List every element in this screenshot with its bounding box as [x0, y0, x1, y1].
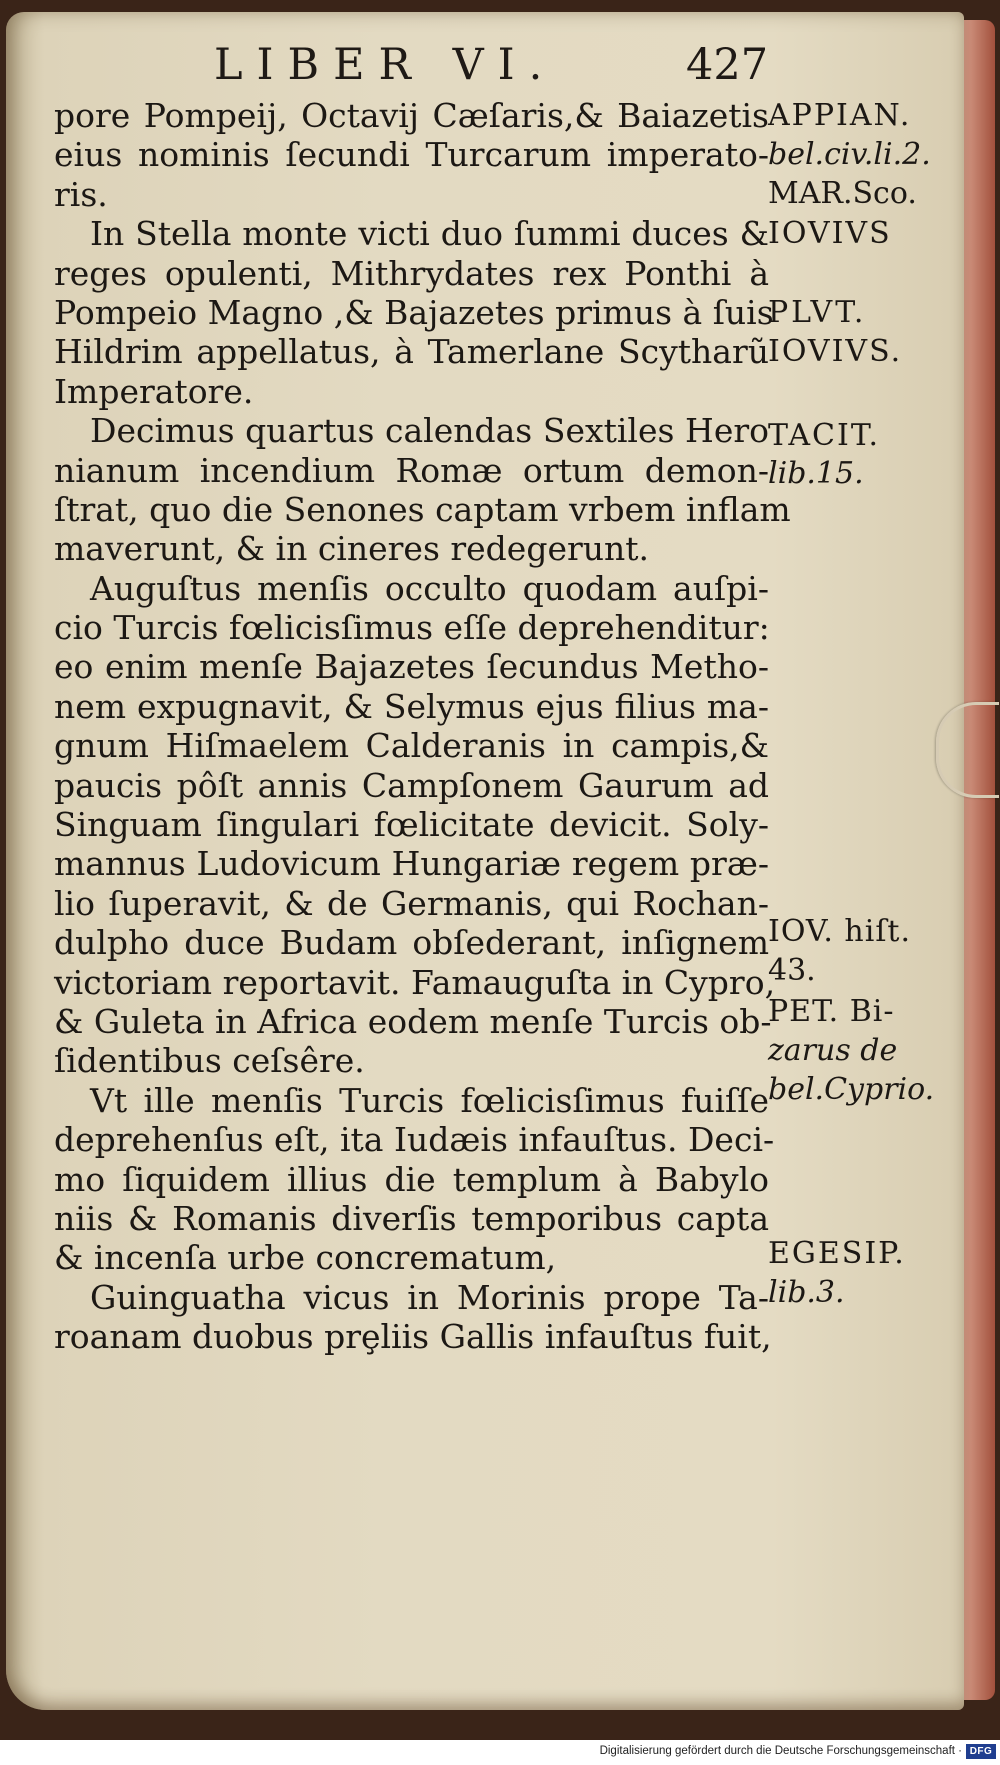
- text-line: & incenſa urbe concrematum,: [54, 1238, 557, 1278]
- paragraph-first-line: Auguſtus menſis occulto quodam auſpi-: [90, 568, 769, 608]
- marginal-note: APPIAN.: [768, 98, 912, 133]
- running-head: [214, 40, 769, 100]
- marginal-note: EGESIP.: [768, 1236, 906, 1271]
- text-line: Pompeio Magno ,& Bajazetes primus à ſuis: [54, 292, 774, 332]
- text-line: deprehenſus eſt, ita Iudæis infauſtus. Deci-: [54, 1120, 775, 1160]
- footer-bar: [0, 1740, 1000, 1765]
- text-line: eius nominis ſecundi Turcarum imperato-: [54, 135, 769, 175]
- page-number: 427: [686, 40, 769, 90]
- text-line: mannus Ludovicum Hungariæ regem præ-: [54, 844, 769, 884]
- dfg-logo: DFG: [966, 1744, 996, 1759]
- running-title: LIBER VI.: [214, 40, 557, 90]
- text-line: lio ſuperavit, & de Germanis, qui Rochan-: [54, 883, 769, 923]
- marginal-note: MAR.Sco.: [768, 176, 917, 211]
- text-line: eo enim menſe Bajazetes ſecundus Metho-: [54, 647, 769, 687]
- marginal-note: IOVIVS.: [768, 334, 903, 369]
- text-line: ris.: [54, 174, 108, 214]
- text-line: reges opulenti, Mithrydates rex Ponthi à: [54, 253, 769, 293]
- text-line: ſtrat, quo die Senones captam vrbem inflam: [54, 489, 791, 529]
- marginal-note: PET. Bi-: [768, 994, 895, 1029]
- text-line: Hildrim appellatus, à Tamerlane Scytharũ: [54, 332, 769, 372]
- marginal-note: bel.civ.li.2.: [768, 137, 931, 172]
- text-line: roanam duobus prȩliis Gallis infauſtus fuit,: [54, 1317, 772, 1357]
- text-line: cio Turcis fœlicisſimus eſſe deprehenditur:: [54, 608, 770, 648]
- text-line: Singuam ſingulari fœlicitate devicit. Soly-: [54, 805, 769, 845]
- text-line: Imperatore.: [54, 371, 254, 411]
- marginal-note: lib.15.: [768, 456, 864, 491]
- paragraph-first-line: Vt ille menſis Turcis fœlicisſimus fuiſſe: [90, 1080, 769, 1120]
- text-line: maverunt, & in cineres redegerunt.: [54, 529, 650, 569]
- text-line: ſidentibus ceſsêre.: [54, 1041, 365, 1081]
- marginal-note: lib.3.: [768, 1275, 845, 1310]
- text-line: pore Pompeij, Octavij Cæſaris,& Baiazetis: [54, 96, 769, 135]
- text-line: victoriam reportavit. Famauguſta in Cypro,: [54, 962, 776, 1002]
- text-line: & Guleta in Africa eodem menſe Turcis ob-: [54, 1001, 772, 1041]
- marginal-note: bel.Cyprio.: [768, 1072, 935, 1107]
- text-line: niis & Romanis diverſis temporibus capta: [54, 1198, 769, 1238]
- paragraph-first-line: In Stella monte victi duo ſummi duces &: [90, 214, 769, 254]
- book-page: [6, 12, 964, 1710]
- text-line: dulpho duce Budam obſederant, inſignem: [54, 923, 769, 963]
- marginal-note: IOV. hiſt.: [768, 914, 912, 949]
- text-line: nianum incendium Romæ ortum demon-: [54, 450, 769, 490]
- text-line: mo ſiquidem illius die templum à Babylo: [54, 1159, 769, 1199]
- paragraph-first-line: Decimus quartus calendas Sextiles Hero: [90, 411, 769, 451]
- marginal-note: PLVT.: [768, 295, 867, 330]
- body-text: [54, 96, 791, 1357]
- book-clasp: [936, 702, 999, 798]
- marginal-note: IOVIVS: [768, 216, 892, 251]
- paragraph-first-line: Guinguatha vicus in Morinis prope Ta-: [90, 1277, 769, 1317]
- text-line: nem expugnavit, & Selymus ejus filius ma-: [54, 686, 769, 726]
- marginal-note: zarus de: [768, 1033, 898, 1068]
- marginal-note: TACIT.: [768, 418, 880, 453]
- text-line: paucis pôſt annis Campſonem Gaurum ad: [54, 765, 769, 805]
- marginal-note: 43.: [768, 953, 816, 988]
- funding-credit: Digitalisierung gefördert durch die Deutsche Forschungsgemeinschaft ·: [599, 1745, 962, 1757]
- text-line: gnum Hiſmaelem Calderanis in campis,&: [54, 726, 769, 766]
